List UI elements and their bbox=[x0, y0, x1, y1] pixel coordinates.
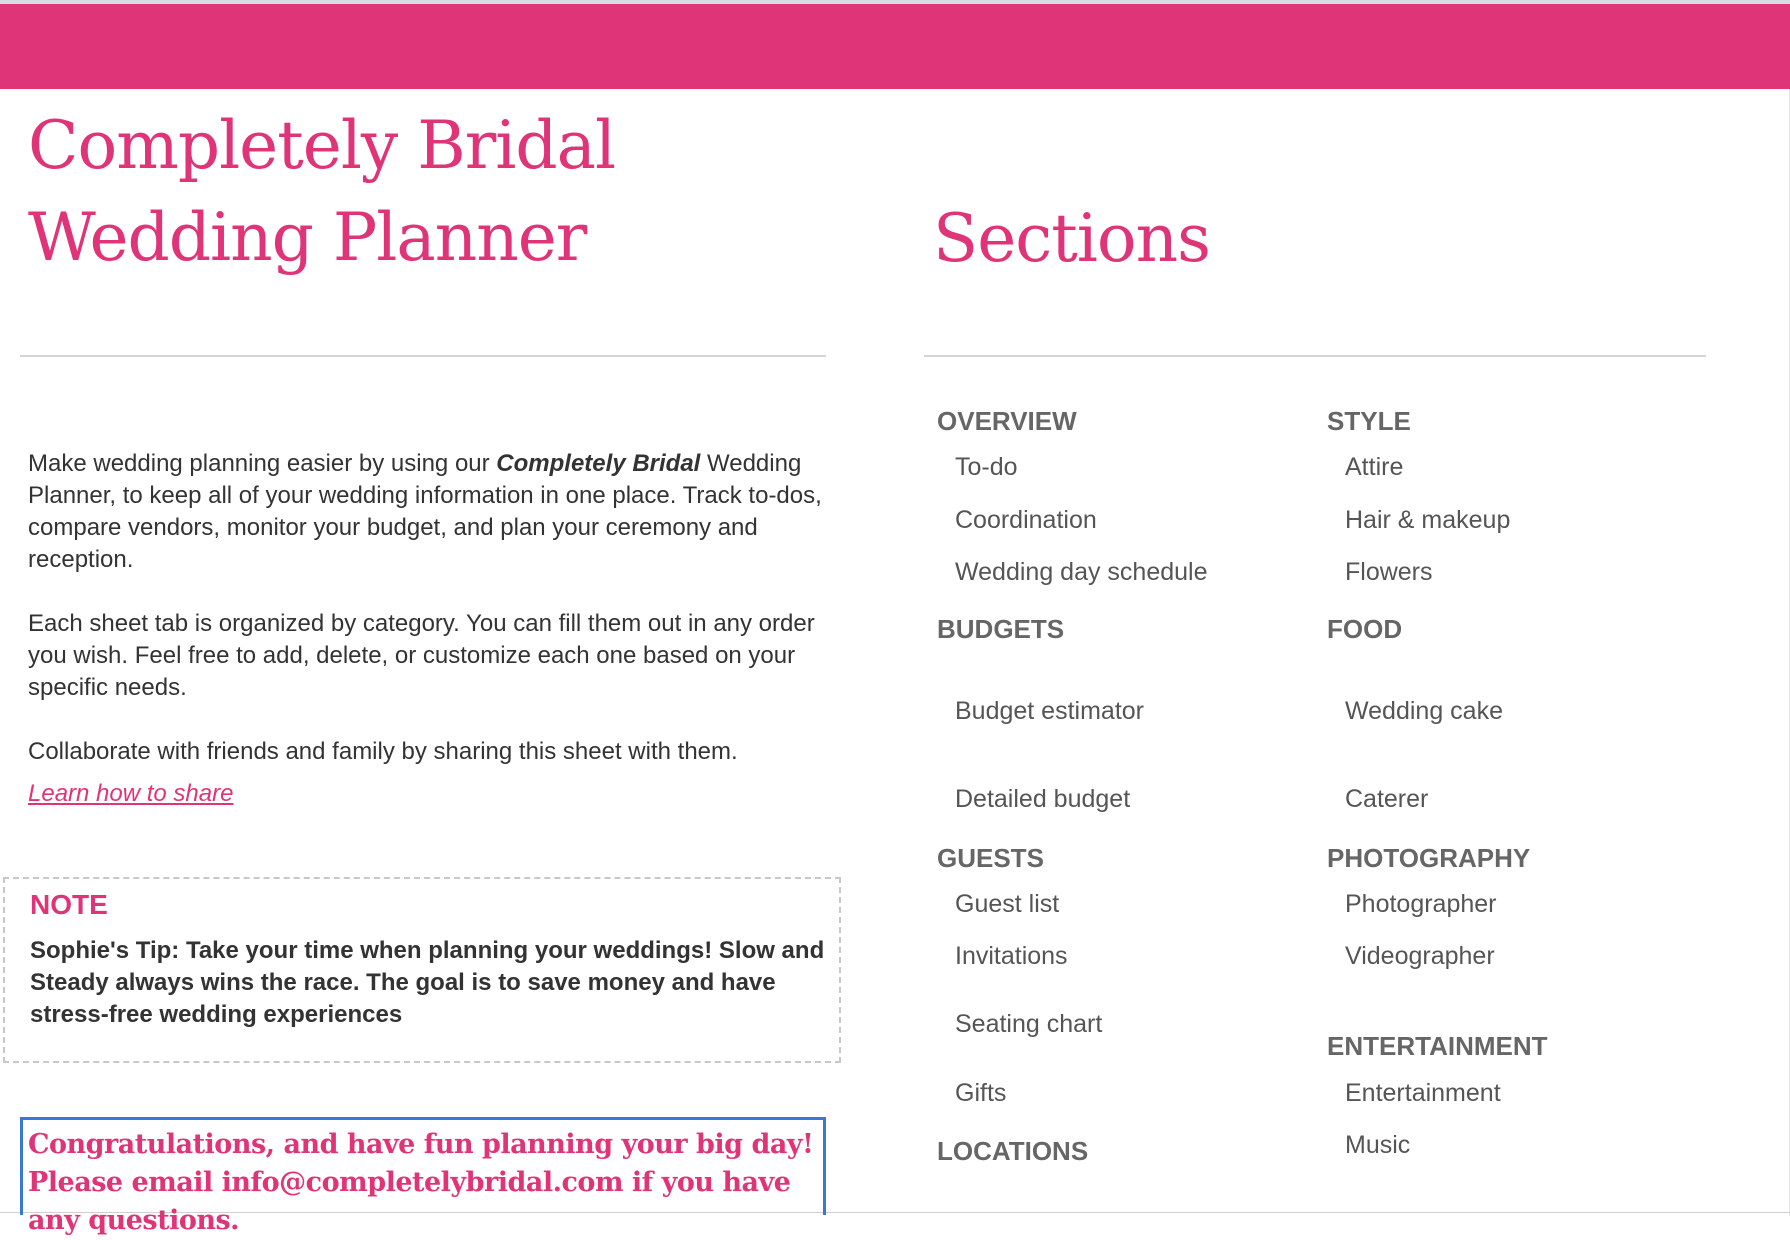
section-heading-entertainment: ENTERTAINMENT bbox=[1327, 1031, 1548, 1061]
section-link-caterer[interactable]: Caterer bbox=[1345, 785, 1429, 813]
congrats-text: Congratulations, and have fun planning your big day! Please email info@completelybridal.com if you have any questions. bbox=[28, 1129, 814, 1236]
title-line-1: Completely Bridal bbox=[28, 107, 616, 184]
left-divider bbox=[20, 355, 826, 357]
intro-paragraph-2: Each sheet tab is organized by category. You can fill them out in any order you wish. Feel free to add, delete, or customize each one based on your specific needs. bbox=[28, 610, 815, 701]
section-link-wedding-day-schedule[interactable]: Wedding day schedule bbox=[955, 558, 1208, 586]
section-link-photographer[interactable]: Photographer bbox=[1345, 890, 1497, 918]
note-title: NOTE bbox=[30, 889, 108, 920]
section-link-gifts[interactable]: Gifts bbox=[955, 1079, 1007, 1107]
section-link-wedding-cake[interactable]: Wedding cake bbox=[1345, 697, 1503, 725]
title-line-2: Wedding Planner bbox=[28, 199, 587, 276]
intro-paragraph-1 bbox=[28, 448, 828, 576]
section-link-entertainment[interactable]: Entertainment bbox=[1345, 1079, 1501, 1107]
intro-p1-after: Wedding Planner, to keep all of your wedding information in one place. Track to-dos, compare vendors, monitor your budget, and plan your ceremony and reception. bbox=[28, 450, 822, 573]
section-link-guest-list[interactable]: Guest list bbox=[955, 890, 1060, 918]
intro-paragraph-3: Collaborate with friends and family by sharing this sheet with them. bbox=[28, 738, 738, 765]
learn-how-to-share-link[interactable]: Learn how to share bbox=[28, 780, 234, 807]
section-link-to-do[interactable]: To-do bbox=[955, 453, 1018, 481]
intro-p1-before: Make wedding planning easier by using our bbox=[28, 450, 497, 477]
section-heading-food: FOOD bbox=[1327, 614, 1403, 644]
section-link-seating-chart[interactable]: Seating chart bbox=[955, 1010, 1103, 1038]
section-link-attire[interactable]: Attire bbox=[1345, 453, 1404, 481]
section-heading-photography: PHOTOGRAPHY bbox=[1327, 843, 1531, 873]
section-heading-guests: GUESTS bbox=[937, 843, 1044, 873]
section-heading-budgets: BUDGETS bbox=[937, 614, 1065, 644]
section-link-hair-makeup[interactable]: Hair & makeup bbox=[1345, 506, 1511, 534]
note-box bbox=[3, 877, 841, 1063]
right-divider bbox=[924, 355, 1706, 357]
sections-title: Sections bbox=[933, 200, 1210, 277]
intro-text bbox=[28, 448, 828, 768]
section-heading-style: STYLE bbox=[1327, 406, 1411, 436]
section-heading-locations: LOCATIONS bbox=[937, 1136, 1089, 1166]
section-link-music[interactable]: Music bbox=[1345, 1131, 1411, 1159]
section-link-coordination[interactable]: Coordination bbox=[955, 506, 1097, 534]
note-text: Sophie's Tip: Take your time when planning your weddings! Slow and Steady always wins the race. The goal is to save money and have stress-free wedding experiences bbox=[30, 937, 825, 1028]
section-link-detailed-budget[interactable]: Detailed budget bbox=[955, 785, 1131, 813]
congrats-cell-selected[interactable] bbox=[20, 1117, 826, 1236]
header-banner bbox=[0, 4, 1790, 89]
page-title bbox=[28, 100, 615, 284]
section-link-videographer[interactable]: Videographer bbox=[1345, 942, 1495, 970]
section-heading-overview: OVERVIEW bbox=[937, 406, 1077, 436]
section-link-flowers[interactable]: Flowers bbox=[1345, 558, 1433, 586]
section-link-budget-estimator[interactable]: Budget estimator bbox=[955, 697, 1144, 725]
section-link-invitations[interactable]: Invitations bbox=[955, 942, 1068, 970]
intro-p1-emphasis: Completely Bridal bbox=[496, 450, 701, 477]
